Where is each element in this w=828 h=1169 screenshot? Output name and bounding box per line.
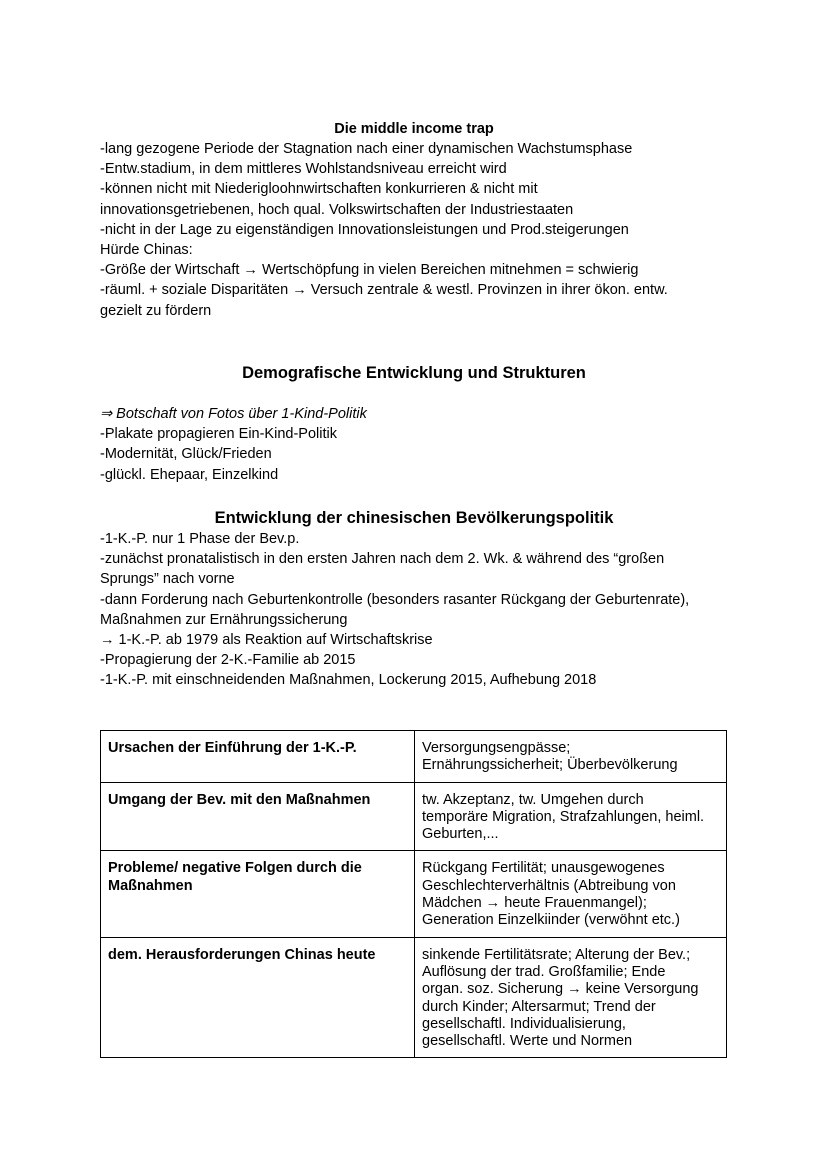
text-line: -1-K.-P. mit einschneidenden Maßnahmen, Lockerung 2015, Aufhebung 2018 [100,672,597,689]
table-cell-value [415,731,727,783]
text-line: -1-K.-P. nur 1 Phase der Bev.p. [100,531,300,547]
cell-text: Ernährungssicherheit; Überbevölkerung [422,757,678,774]
text-line: -können nicht mit Niederigloohnwirtschaften konkurrieren & nicht mit [100,181,538,198]
text-line: gezielt zu fördern [100,302,212,319]
cell-text: Ursachen der Einführung der 1-K.-P. [108,740,357,756]
cell-text: Generation Einzelkiinder (verwöhnt etc.) [422,912,680,929]
text-line: -lang gezogene Periode der Stagnation nach einer dynamischen Wachstumsphase [100,141,633,157]
text-line: Sprungs” nach vorne [100,571,235,588]
text-line: -Entw.stadium, in dem mittleres Wohlstandsniveau erreicht wird [100,161,507,178]
text-line-italic: ⇒ Botschaft von Fotos über 1-Kind-Politik [100,406,367,422]
cell-text: Auflösung der trad. Großfamilie; Ende [422,963,666,980]
cell-text: gesellschaftl. Werte und Normen [422,1033,633,1050]
cell-text: durch Kinder; Altersarmut; Trend der [422,998,656,1015]
cell-text: Geburten,... [422,826,499,843]
text-line: -glückl. Ehepaar, Einzelkind [100,466,279,483]
cell-text: Geschlechterverhältnis (Abtreibung von [422,877,676,894]
table-row [101,731,727,783]
text-line: -dann Forderung nach Geburtenkontrolle (besonders rasanter Rückgang der Geburtenrate), [100,591,690,608]
table-row [101,782,727,851]
summary-table [100,730,727,1058]
section-title-demografie: Demografische Entwicklung und Strukturen [242,364,586,382]
table-cell-label [101,851,415,937]
text-line: innovationsgetriebenen, hoch qual. Volkswirtschaften der Industriestaaten [100,201,574,218]
text-line: -Propagierung der 2-K.-Familie ab 2015 [100,652,356,669]
cell-text: Maßnahmen [108,877,193,894]
section-title-bevoelkerungspolitik: Entwicklung der chinesischen Bevölkerungspolitik [214,509,614,527]
table-cell-value [415,782,727,851]
section-title: Die middle income trap [334,121,494,137]
text-line: -nicht in der Lage zu eigenständigen Innovationsleistungen und Prod.steigerungen [100,221,629,238]
text-line: Maßnahmen zur Ernährungssicherung [100,611,348,628]
cell-text: Versorgungsengpässe; [422,740,571,756]
text-line: Hürde Chinas: [100,242,193,259]
table-row [101,937,727,1058]
cell-text: Mädchen → heute Frauenmangel); [422,895,647,912]
cell-text: Umgang der Bev. mit den Maßnahmen [108,791,371,808]
section-demografie [100,404,367,485]
cell-text: tw. Akzeptanz, tw. Umgehen durch [422,791,644,808]
text-line: -Größe der Wirtschaft → Wertschöpfung in vielen Bereichen mitnehmen = schwierig [100,262,639,279]
cell-text: Probleme/ negative Folgen durch die [108,860,362,877]
table-cell-label [101,782,415,851]
text-line: → 1-K.-P. ab 1979 als Reaktion auf Wirtschaftskrise [100,632,433,649]
cell-text: Rückgang Fertilität; unausgewogenes [422,860,665,877]
table-row [101,851,727,937]
cell-text: dem. Herausforderungen Chinas heute [108,946,376,963]
table-cell-value [415,937,727,1058]
table-cell-label [101,937,415,1058]
cell-text: organ. soz. Sicherung → keine Versorgung [422,981,699,998]
cell-text: sinkende Fertilitätsrate; Alterung der Bev.; [422,946,691,963]
text-line: -räuml. + soziale Disparitäten → Versuch zentrale & westl. Provinzen in ihrer ökon. entw. [100,282,668,299]
section-middle-income-trap [100,119,728,321]
text-line: -Plakate propagieren Ein-Kind-Politik [100,426,337,443]
table-cell-value [415,851,727,937]
text-line: -Modernität, Glück/Frieden [100,446,272,463]
table-cell-label [101,731,415,783]
cell-text: gesellschaftl. Individualisierung, [422,1015,626,1032]
section-bevoelkerungspolitik [100,529,689,691]
cell-text: temporäre Migration, Strafzahlungen, heiml. [422,808,705,825]
text-line: -zunächst pronatalistisch in den ersten Jahren nach dem 2. Wk. & während des “großen [100,551,665,568]
